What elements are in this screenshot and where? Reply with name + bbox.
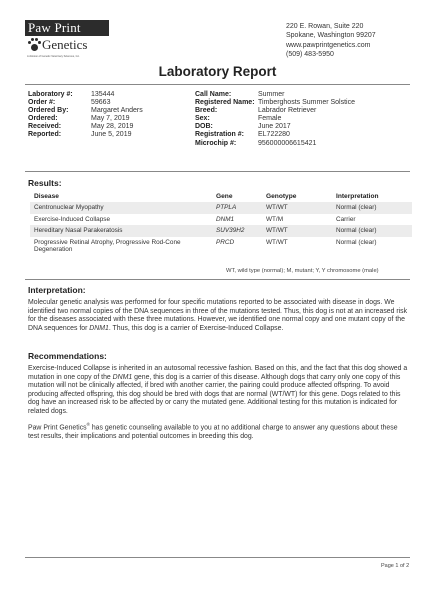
footer-divider	[25, 557, 410, 558]
table-row	[30, 237, 412, 256]
info-key: Received:	[28, 123, 62, 131]
info-key: Order #:	[28, 99, 56, 107]
recommendations-text	[28, 365, 408, 416]
cell-genotype: WT/WT	[262, 202, 332, 214]
info-row	[195, 91, 355, 99]
info-value: June 5, 2019	[91, 131, 132, 139]
info-key: Ordered:	[28, 115, 58, 123]
table-row	[30, 225, 412, 237]
info-value: EL722280	[258, 131, 290, 139]
info-row	[195, 131, 355, 139]
info-value: Summer	[258, 91, 285, 98]
info-row	[195, 123, 355, 131]
info-value: Labrador Retriever	[258, 107, 317, 115]
info-row	[195, 99, 355, 107]
cell-genotype: WT/WT	[266, 238, 288, 246]
col-genotype: Genotype	[266, 193, 297, 200]
info-key: Registration #:	[195, 131, 245, 139]
registered-mark: ®	[86, 422, 90, 427]
info-value: 956000006615421	[258, 139, 317, 147]
info-row	[195, 107, 355, 115]
info-value: 59663	[91, 99, 111, 107]
logo-line-2: Genetics	[42, 37, 88, 52]
info-value: 135444	[91, 91, 115, 98]
interpretation-text	[28, 299, 408, 333]
info-key: DOB:	[195, 123, 213, 131]
interpretation-heading: Interpretation:	[28, 285, 86, 295]
cell-gene: DNM1	[216, 215, 235, 223]
page-number: Page 1 of 2	[381, 563, 410, 569]
recommendations-heading: Recommendations:	[28, 351, 107, 361]
address-city: Spokane, Washington 99207	[286, 32, 376, 40]
info-key: Microchip #:	[195, 139, 237, 147]
recommendations-part-2: gene, this dog is a carrier of this disease. Although dogs that carry only one copy of this mutation will not be clinically affected, if bred with another carrier, the pairing could produce affected offspring. To avoid producing affected offspring, this dog should be bred with dogs that are normal (WT/WT) for this gene. Dogs related to this dog have an increased risk to be affected by or carry the mutated gene. Additional testing for this mutation is indicated for related dogs.	[28, 373, 401, 415]
info-row	[28, 107, 143, 115]
info-row	[28, 131, 143, 139]
info-value: Female	[258, 115, 282, 123]
cell-interpretation: Carrier	[336, 215, 356, 223]
col-interpretation: Interpretation	[336, 193, 379, 200]
table-row	[30, 202, 412, 214]
info-key: Breed:	[195, 107, 218, 115]
address-phone: (509) 483-5950	[286, 50, 334, 58]
info-key: Registered Name:	[195, 99, 255, 107]
cell-disease: Centronuclear Myopathy	[30, 202, 212, 214]
cell-disease: Hereditary Nasal Parakeratosis	[30, 225, 212, 237]
info-key: Sex:	[195, 115, 210, 123]
info-row	[28, 115, 143, 123]
info-row	[28, 99, 143, 107]
info-key: Reported:	[28, 131, 62, 139]
interpretation-part-1: Molecular genetic analysis was performed for four specific mutations reported to be associated with disease in dogs. We identified two normal copies of the DNA sequences in three of the mutations tested. Thus, this dog is not at an increased risk for the diseases associated with these three mutations. However, we identified one normal copy and one mutant copy of the DNA sequences for	[28, 299, 408, 332]
info-row	[195, 140, 355, 148]
info-row	[28, 91, 143, 99]
cell-genotype: WT/WT	[262, 225, 332, 237]
col-disease: Disease	[34, 193, 59, 200]
cell-disease: Progressive Retinal Atrophy, Progressive Rod-Cone Degeneration	[34, 238, 181, 253]
results-divider	[25, 279, 410, 280]
cell-gene: SUV39H2	[212, 225, 262, 237]
info-key: Laboratory #:	[28, 91, 73, 98]
counseling-body: has genetic counseling available to you at no additional charge to answer any questions about these test results, their implications and potential outcomes in breeding this dog.	[28, 424, 398, 440]
info-row	[28, 123, 143, 131]
info-value: Margaret Anders	[91, 107, 143, 115]
info-divider	[25, 171, 410, 172]
recommendations-gene: DNM1	[112, 373, 133, 381]
logo-tagline: A division of Genetic Veterinary Sciences, Inc.	[27, 55, 80, 58]
col-gene: Gene	[216, 193, 233, 200]
cell-interpretation: Normal (clear)	[332, 202, 412, 214]
dog-info	[195, 91, 355, 148]
interpretation-gene: DNM1	[89, 324, 109, 332]
recommendations-part-1: Exercise-Induced Collapse is inherited in an autosomal recessive fashion. Based on this, and the fact that this dog showed a mutation in one copy of the	[28, 365, 408, 381]
cell-gene: PTPLA	[212, 202, 262, 214]
report-title: Laboratory Report	[158, 64, 277, 79]
info-key: Ordered By:	[28, 107, 69, 115]
info-value: May 7, 2019	[91, 115, 130, 123]
cell-interpretation: Normal (clear)	[336, 238, 377, 246]
cell-interpretation: Normal (clear)	[332, 225, 412, 237]
results-table	[30, 193, 412, 256]
cell-genotype: WT/M	[266, 215, 284, 223]
cell-gene: PRCD	[216, 238, 235, 246]
address-street: 220 E. Rowan, Suite 220	[286, 23, 364, 30]
order-info	[28, 91, 143, 140]
header-divider	[25, 84, 410, 85]
lab-address	[286, 22, 376, 59]
counseling-text	[28, 421, 408, 441]
counseling-company: Paw Print Genetics	[28, 424, 87, 432]
interpretation-part-2: . Thus, this dog is a carrier of Exercise-Induced Collapse.	[108, 324, 284, 332]
genotype-legend: WT, wild type (normal); M, mutant; Y, Y chromosome (male)	[226, 268, 379, 274]
info-key: Call Name:	[195, 91, 232, 98]
info-value: June 2017	[258, 123, 291, 131]
cell-disease: Exercise-Induced Collapse	[34, 215, 111, 223]
paw-icon	[28, 38, 40, 52]
table-row	[30, 214, 412, 226]
logo-line-1: Paw Print	[25, 20, 109, 36]
company-logo	[25, 20, 109, 60]
info-row	[195, 115, 355, 123]
info-value: Timberghosts Summer Solstice	[258, 99, 355, 107]
results-heading: Results:	[28, 178, 62, 188]
info-value: May 28, 2019	[91, 123, 134, 131]
address-website: www.pawprintgenetics.com	[286, 41, 371, 49]
results-header-row	[30, 193, 412, 202]
